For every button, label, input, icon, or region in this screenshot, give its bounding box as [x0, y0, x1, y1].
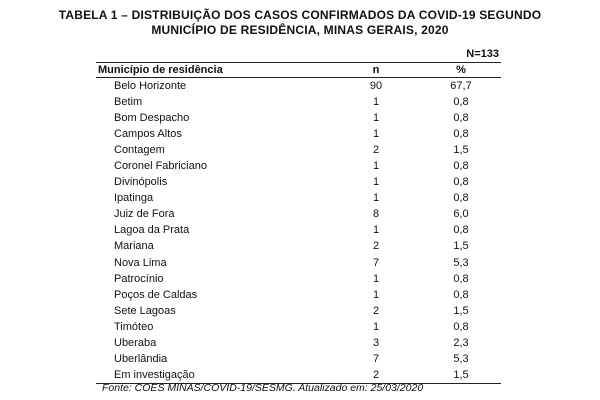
cell-municipio: Juiz de Fora — [114, 208, 175, 221]
cell-percent: 0,8 — [453, 192, 469, 205]
cell-percent: 0,8 — [453, 272, 469, 285]
table-row — [96, 158, 501, 174]
cell-percent: 5,3 — [453, 256, 469, 269]
cell-municipio: Ipatinga — [114, 192, 154, 205]
table-row — [96, 126, 501, 142]
cell-municipio: Bom Despacho — [114, 112, 190, 125]
cell-municipio: Sete Lagoas — [114, 304, 176, 317]
cell-percent: 0,8 — [453, 128, 469, 141]
cell-percent: 0,8 — [453, 160, 469, 173]
table-row — [96, 303, 501, 319]
cell-municipio: Campos Altos — [114, 128, 182, 141]
table-title-line-1: TABELA 1 – DISTRIBUIÇÃO DOS CASOS CONFIRMADOS DA COVID-19 SEGUNDO — [58, 8, 542, 22]
cell-percent: 0,8 — [453, 288, 469, 301]
cell-n: 90 — [369, 80, 383, 92]
total-row — [96, 48, 501, 62]
cell-municipio: Timóteo — [114, 320, 154, 333]
cell-percent: 5,3 — [453, 352, 469, 365]
table-row — [96, 110, 501, 126]
table-row — [96, 190, 501, 206]
cell-n: 8 — [372, 208, 380, 221]
table-row — [96, 351, 501, 367]
cell-municipio: Belo Horizonte — [114, 80, 187, 92]
cell-n: 2 — [372, 144, 380, 157]
cell-municipio: Lagoa da Prata — [114, 224, 190, 237]
cell-municipio: Nova Lima — [114, 256, 167, 269]
table-row — [96, 335, 501, 351]
cell-n: 1 — [372, 272, 380, 285]
cell-percent: 1,5 — [453, 304, 469, 317]
cell-n: 1 — [372, 192, 380, 205]
header-municipio: Município de residência — [98, 64, 223, 76]
cell-municipio: Em investigação — [114, 368, 195, 381]
cell-percent: 1,5 — [453, 368, 469, 381]
cell-n: 1 — [372, 224, 380, 237]
cell-n: 2 — [372, 240, 380, 253]
cell-percent: 6,0 — [453, 208, 469, 221]
cell-n: 2 — [372, 368, 380, 381]
cell-percent: 1,5 — [453, 144, 469, 157]
cell-n: 1 — [372, 288, 380, 301]
cell-percent: 0,8 — [453, 224, 469, 237]
table-row — [96, 174, 501, 190]
table-row — [96, 367, 501, 383]
cell-n: 1 — [372, 96, 380, 109]
header-row — [96, 63, 501, 77]
cell-municipio: Uberaba — [114, 336, 157, 349]
cell-percent: 0,8 — [453, 96, 469, 109]
cell-municipio: Divinópolis — [114, 176, 168, 189]
table-row — [96, 206, 501, 222]
cell-percent: 0,8 — [453, 176, 469, 189]
table-row — [96, 319, 501, 335]
cell-n: 1 — [372, 320, 380, 333]
table-row — [96, 142, 501, 158]
cell-n: 1 — [372, 160, 380, 173]
cell-percent: 67,7 — [450, 80, 472, 92]
cell-municipio: Contagem — [114, 144, 165, 157]
cell-n: 7 — [372, 256, 380, 269]
table-body — [96, 78, 501, 383]
header-percent: % — [456, 64, 466, 76]
cell-municipio: Uberlândia — [114, 352, 168, 365]
cell-percent: 0,8 — [453, 112, 469, 125]
cell-municipio: Patrocínio — [114, 272, 164, 285]
cell-municipio: Betim — [114, 96, 143, 109]
cell-municipio: Coronel Fabriciano — [114, 160, 207, 173]
table-row — [96, 255, 501, 271]
header-n: n — [372, 64, 380, 76]
cell-n: 1 — [372, 128, 380, 141]
table-row — [96, 287, 501, 303]
cell-n: 7 — [372, 352, 380, 365]
cell-municipio: Poços de Caldas — [114, 288, 198, 301]
cell-n: 3 — [372, 336, 380, 349]
cell-n: 1 — [372, 112, 380, 125]
table-row — [96, 238, 501, 254]
table-row — [96, 78, 501, 94]
cell-percent: 2,3 — [453, 336, 469, 349]
cell-n: 1 — [372, 176, 380, 189]
cell-percent: 0,8 — [453, 320, 469, 333]
table-title-line-2: MUNICÍPIO DE RESIDÊNCIA, MINAS GERAIS, 2020 — [151, 23, 449, 37]
table-row — [96, 222, 501, 238]
table-row — [96, 271, 501, 287]
cell-n: 2 — [372, 304, 380, 317]
cell-municipio: Mariana — [114, 240, 154, 253]
cases-table — [96, 48, 501, 384]
source-note: Fonte: COES MINAS/COVID-19/SESMG. Atualizado em: 25/03/2020 — [102, 382, 424, 394]
table-row — [96, 94, 501, 110]
cell-percent: 1,5 — [453, 240, 469, 253]
total-count: N=133 — [466, 48, 499, 60]
